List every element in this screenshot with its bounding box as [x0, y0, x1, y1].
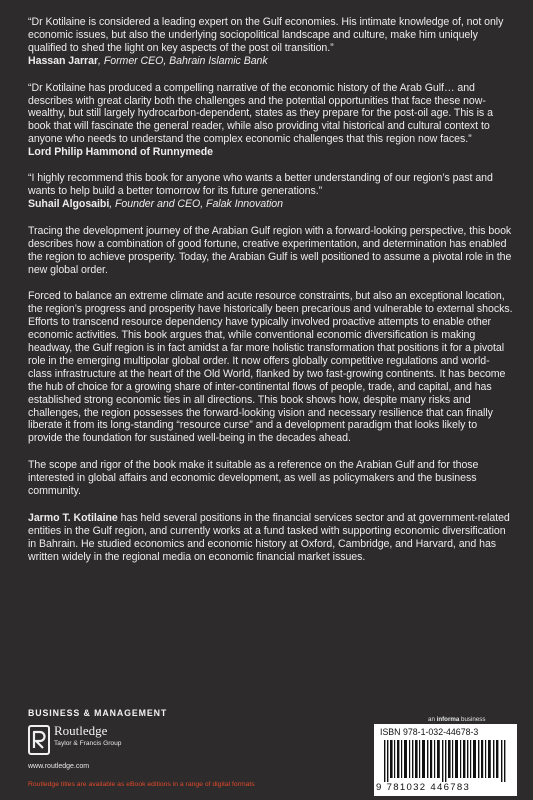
subject-category: BUSINESS & MANAGEMENT — [28, 708, 168, 718]
endorsement-attribution — [28, 198, 513, 211]
description-paragraph: The scope and rigor of the book make it suitable as a reference on the Arabian Gulf and for those interested in global affairs and economic development, as well as policymakers and the business community. — [28, 459, 479, 498]
endorsement-attribution — [28, 55, 513, 68]
author-name: Jarmo T. Kotilaine — [28, 512, 118, 524]
endorser-name: Hassan Jarrar — [28, 54, 99, 67]
author-bio-text: has held several positions in the financial services sector and at government-related entities in the Gulf region, and currently works at a fund tasked with supporting economic diversification in Bahrain. He studied economics and economic history at Oxford, Cambridge, and Harvard, and has written widely in the regional media on economic financial market issues. — [28, 512, 510, 563]
publisher-name: Routledge — [54, 723, 108, 738]
routledge-logo-icon — [28, 725, 50, 755]
description-paragraph: Forced to balance an extreme climate and acute resource constraints, but also an exceptional location, the region’s progress and prosperity have historically been precarious and vulnerable to external shocks. Efforts to transcend resource dependency have typically involved proactive attempts to enable other economic activities. This book argues that, while conventional economic diversification is making headway, the Gulf region is in fact amidst a far more holistic transformation that positions it for a pivotal role in the emerging multipolar global order. It now offers globally competitive regulations and world-class infrastructure at the heart of the Old World, flanked by two fast-growing continents. It has become the hub of choice for a growing share of inter-continental flows of people, trade, and capital, and has established strong economic ties in all directions. This book shows how, despite many risks and challenges, the region possesses the forward-looking vision and necessary resilience that can finally liberate it from its long-standing “resource curse” and a development paradigm that looks likely to provide the foundation for sustained well-being in the decades ahead. — [28, 290, 513, 445]
barcode-number: 9 781032 446783 — [376, 782, 471, 793]
endorsement-attribution — [28, 146, 513, 159]
publisher-group: Taylor & Francis Group — [54, 740, 122, 747]
informa-brand: informa — [436, 716, 460, 723]
isbn-barcode — [374, 724, 517, 796]
isbn-label: ISBN 978-1-032-44678-3 — [380, 727, 479, 737]
publisher-logo — [28, 722, 188, 758]
publisher-website: www.routledge.com — [28, 763, 90, 770]
endorsement-quote: “I highly recommend this book for anyone who wants a better understanding of our region’s past and wants to help build a better tomorrow for its future generations.” — [28, 172, 493, 197]
ebook-note: Routledge titles are available as eBook editions in a range of digital formats — [28, 781, 255, 788]
back-cover-text — [28, 16, 513, 564]
endorsement-quote: “Dr Kotilaine has produced a compelling narrative of the economic history of the Arab Gulf… and describes with great clarity both the challenges and the potential opportunities that face these now-wealthy, but still largely hydrocarbon-dependent, states as they prepare for the post-oil age. This is a book that will fascinate the general reader, while also providing vital historical and cultural context to anyone who needs to understand the complex economic challenges that this region now faces.” — [28, 81, 493, 146]
description-paragraph: Tracing the development journey of the Arabian Gulf region with a forward-looking perspective, this book describes how a combination of good fortune, creative experimentation, and determination has enabled the region to achieve prosperity. Today, the Arabian Gulf is well positioned to assume a pivotal role in the new global order. — [28, 224, 512, 276]
endorser-role: , Founder and CEO, Falak Innovation — [109, 197, 283, 210]
endorser-role: , Former CEO, Bahrain Islamic Bank — [98, 54, 268, 67]
endorser-name: Suhail Algosaibi — [28, 197, 110, 210]
endorsement-quote: “Dr Kotilaine is considered a leading expert on the Gulf economies. His intimate knowledge of, not only economic issues, but also the underlying sociopolitical landscape and culture, make him uniquely qualified to shed the light on key aspects of the post oil transition.” — [28, 16, 504, 54]
informa-tagline: an informa business — [428, 716, 486, 723]
endorser-name: Lord Philip Hammond of Runnymede — [28, 146, 213, 159]
barcode-bars-icon — [384, 740, 508, 782]
author-bio — [28, 512, 513, 564]
